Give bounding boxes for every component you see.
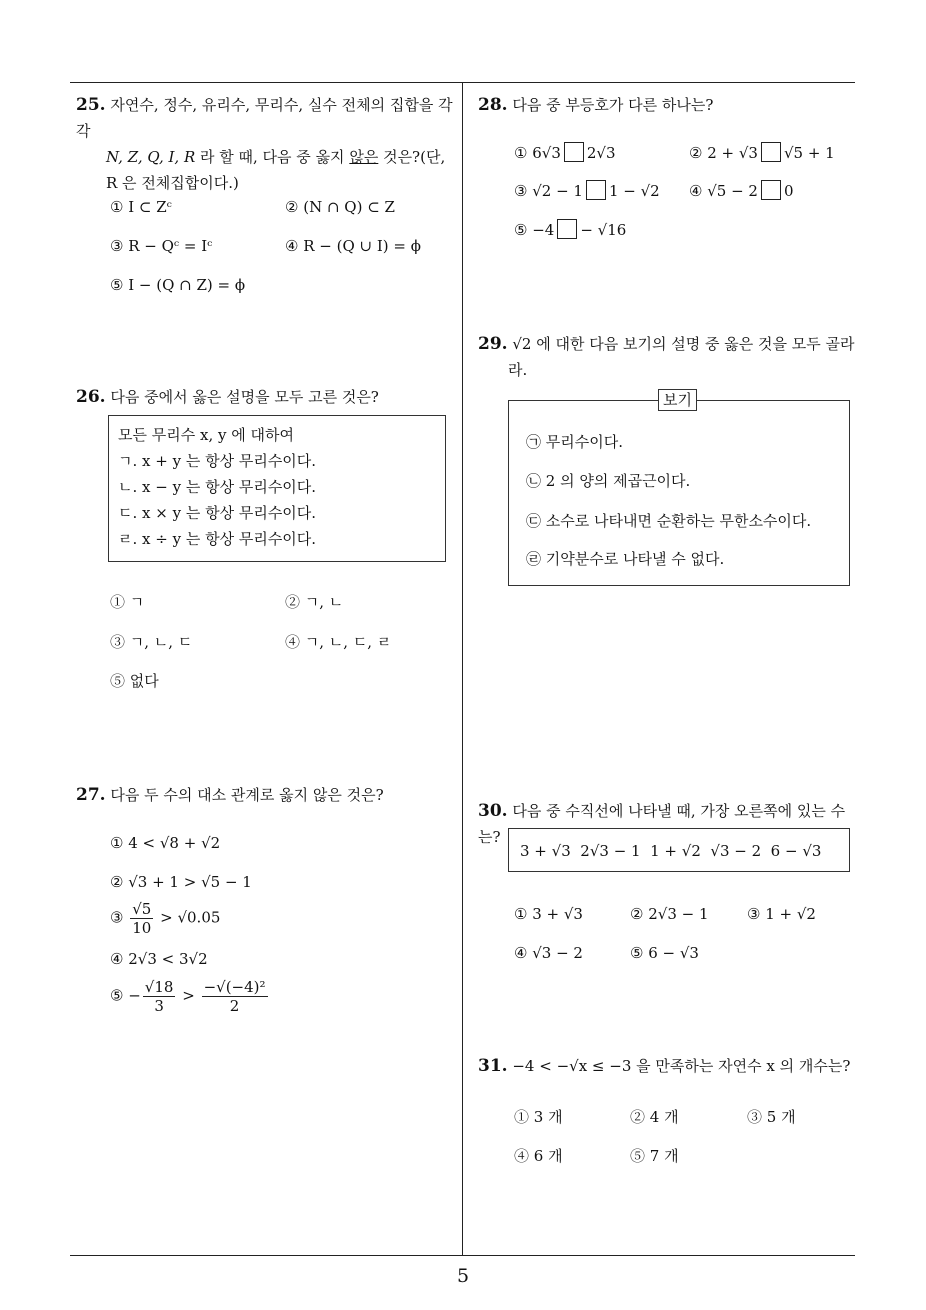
question-number: 29.: [478, 334, 508, 354]
q31-option-1[interactable]: ① 3 개: [514, 1108, 563, 1126]
box-line-2: ㄱ. x + y 는 항상 무리수이다.: [118, 452, 317, 470]
question-text-3: 것은?(단,: [378, 148, 446, 166]
example-item-1: ㉠ 무리수이다.: [526, 433, 623, 451]
right-expr: 0: [783, 182, 794, 200]
question-text: 다음 중 수직선에 나타낼 때, 가장 오른쪽에 있는 수는?: [478, 802, 846, 846]
underlined-word: 않은: [349, 148, 379, 166]
q30-option-3[interactable]: ③ 1 + √2: [747, 905, 816, 923]
q26-option-3[interactable]: ③ ㄱ, ㄴ, ㄷ: [110, 633, 193, 651]
q30-option-4[interactable]: ④ √3 − 2: [514, 944, 583, 962]
right-expr: − √16: [580, 221, 627, 239]
q27-option-5[interactable]: [110, 978, 270, 1015]
question-28: [478, 92, 858, 118]
question-number: 27.: [76, 785, 106, 805]
q27-option-4[interactable]: ④ 2√3 < 3√2: [110, 950, 208, 968]
box-line-3: ㄴ. x − y 는 항상 무리수이다.: [118, 478, 317, 496]
denominator: 3: [154, 997, 164, 1015]
question-text: 다음 중에서 옳은 설명을 모두 고른 것은?: [110, 388, 379, 406]
q30-option-2[interactable]: ② 2√3 − 1: [630, 905, 709, 923]
right-expr: √5 + 1: [783, 144, 835, 162]
q30-option-1[interactable]: ① 3 + √3: [514, 905, 583, 923]
q28-option-3[interactable]: [514, 180, 660, 202]
example-item-2: ㉡ 2 의 양의 제곱근이다.: [526, 472, 691, 490]
question-26: [76, 384, 458, 410]
question-text: √2 에 대한 다음 보기의 설명 중 옳은 것을 모두 골라: [512, 335, 855, 353]
page-number: 5: [456, 1265, 470, 1287]
box-line-1: 모든 무리수 x, y 에 대하여: [118, 426, 294, 444]
numerator: √5: [132, 900, 152, 918]
numbers-list: 3 + √3 2√3 − 1 1 + √2 √3 − 2 6 − √3: [520, 842, 822, 860]
box-line-4: ㄷ. x × y 는 항상 무리수이다.: [118, 504, 317, 522]
q26-option-4[interactable]: ④ ㄱ, ㄴ, ㄷ, ㄹ: [285, 633, 392, 651]
question-text: −4 < −√x ≤ −3 을 만족하는 자연수 x 의 개수는?: [512, 1057, 851, 1075]
question-text: 자연수, 정수, 유리수, 무리수, 실수 전체의 집합을 각각: [76, 96, 453, 140]
numerator: √18: [144, 978, 174, 996]
q26-option-2[interactable]: ② ㄱ, ㄴ: [285, 593, 344, 611]
blank-box: [761, 180, 781, 200]
q28-option-2[interactable]: [689, 142, 835, 164]
option-mark: ⑤ −: [110, 986, 141, 1005]
left-expr: ⑤ −4: [514, 221, 555, 239]
bottom-rule: [70, 1255, 855, 1256]
q25-option-5[interactable]: ⑤ I − (Q ∩ Z) = ϕ: [110, 276, 246, 294]
question-text: 다음 두 수의 대소 관계로 옳지 않은 것은?: [110, 786, 384, 804]
set-letters: N, Z, Q, I, R: [106, 148, 196, 166]
left-expr: ① 6√3: [514, 144, 561, 162]
blank-box: [586, 180, 606, 200]
blank-box: [761, 142, 781, 162]
right-expr: 2√3: [586, 144, 616, 162]
fraction: [130, 900, 153, 937]
q26-option-1[interactable]: ① ㄱ: [110, 593, 145, 611]
option-rest: > √0.05: [155, 908, 221, 927]
question-number: 30.: [478, 801, 508, 821]
q27-option-2[interactable]: ② √3 + 1 > √5 − 1: [110, 873, 252, 891]
question-number: 31.: [478, 1056, 508, 1076]
q31-option-3[interactable]: ③ 5 개: [747, 1108, 796, 1126]
question-number: 28.: [478, 95, 508, 115]
question-number: 26.: [76, 387, 106, 407]
option-mark: ③: [110, 908, 124, 927]
q30-option-5[interactable]: ⑤ 6 − √3: [630, 944, 699, 962]
q28-option-1[interactable]: [514, 142, 616, 164]
q25-option-4[interactable]: ④ R − (Q ∪ I) = ϕ: [285, 237, 421, 255]
blank-box: [564, 142, 584, 162]
question-27: [76, 782, 458, 808]
q25-option-2[interactable]: ② (N ∩ Q) ⊂ Z: [285, 198, 395, 216]
q31-option-2[interactable]: ② 4 개: [630, 1108, 679, 1126]
q26-option-5[interactable]: ⑤ 없다: [110, 672, 159, 690]
fraction-right: [202, 978, 268, 1015]
left-expr: ④ √5 − 2: [689, 182, 758, 200]
q25-option-3[interactable]: ③ R − Qᶜ = Iᶜ: [110, 237, 213, 255]
q28-option-5[interactable]: [514, 219, 626, 241]
denominator: 2: [229, 997, 240, 1015]
question-31: [478, 1053, 863, 1079]
q28-option-4[interactable]: [689, 180, 794, 202]
numerator: −√(−4)²: [203, 978, 266, 996]
blank-box: [557, 219, 577, 239]
question-text: 다음 중 부등호가 다른 하나는?: [512, 96, 714, 114]
denominator: 10: [132, 919, 152, 937]
column-divider: [462, 82, 463, 1255]
q31-option-5[interactable]: ⑤ 7 개: [630, 1147, 679, 1165]
q31-option-4[interactable]: ④ 6 개: [514, 1147, 563, 1165]
question-number: 25.: [76, 95, 106, 115]
example-item-4: ㉣ 기약분수로 나타낼 수 없다.: [526, 550, 725, 568]
left-expr: ③ √2 − 1: [514, 182, 583, 200]
q25-option-1[interactable]: ① I ⊂ Zᶜ: [110, 198, 172, 216]
q27-option-3[interactable]: [110, 900, 220, 937]
example-tag: 보기: [658, 389, 697, 411]
fraction-left: [143, 978, 176, 1015]
question-29: [478, 331, 863, 383]
left-expr: ② 2 + √3: [689, 144, 758, 162]
example-item-3: ㉢ 소수로 나타내면 순환하는 무한소수이다.: [526, 512, 812, 530]
question-text-4: R 은 전체집합이다.): [106, 174, 239, 192]
question-text-2: 라 할 때, 다음 중 옳지: [195, 148, 350, 166]
box-line-5: ㄹ. x ÷ y 는 항상 무리수이다.: [118, 530, 317, 548]
q27-option-1[interactable]: ① 4 < √8 + √2: [110, 834, 221, 852]
question-text-2: 라.: [508, 361, 528, 379]
question-25: [76, 92, 458, 196]
comparison: >: [177, 986, 200, 1005]
right-expr: 1 − √2: [608, 182, 660, 200]
